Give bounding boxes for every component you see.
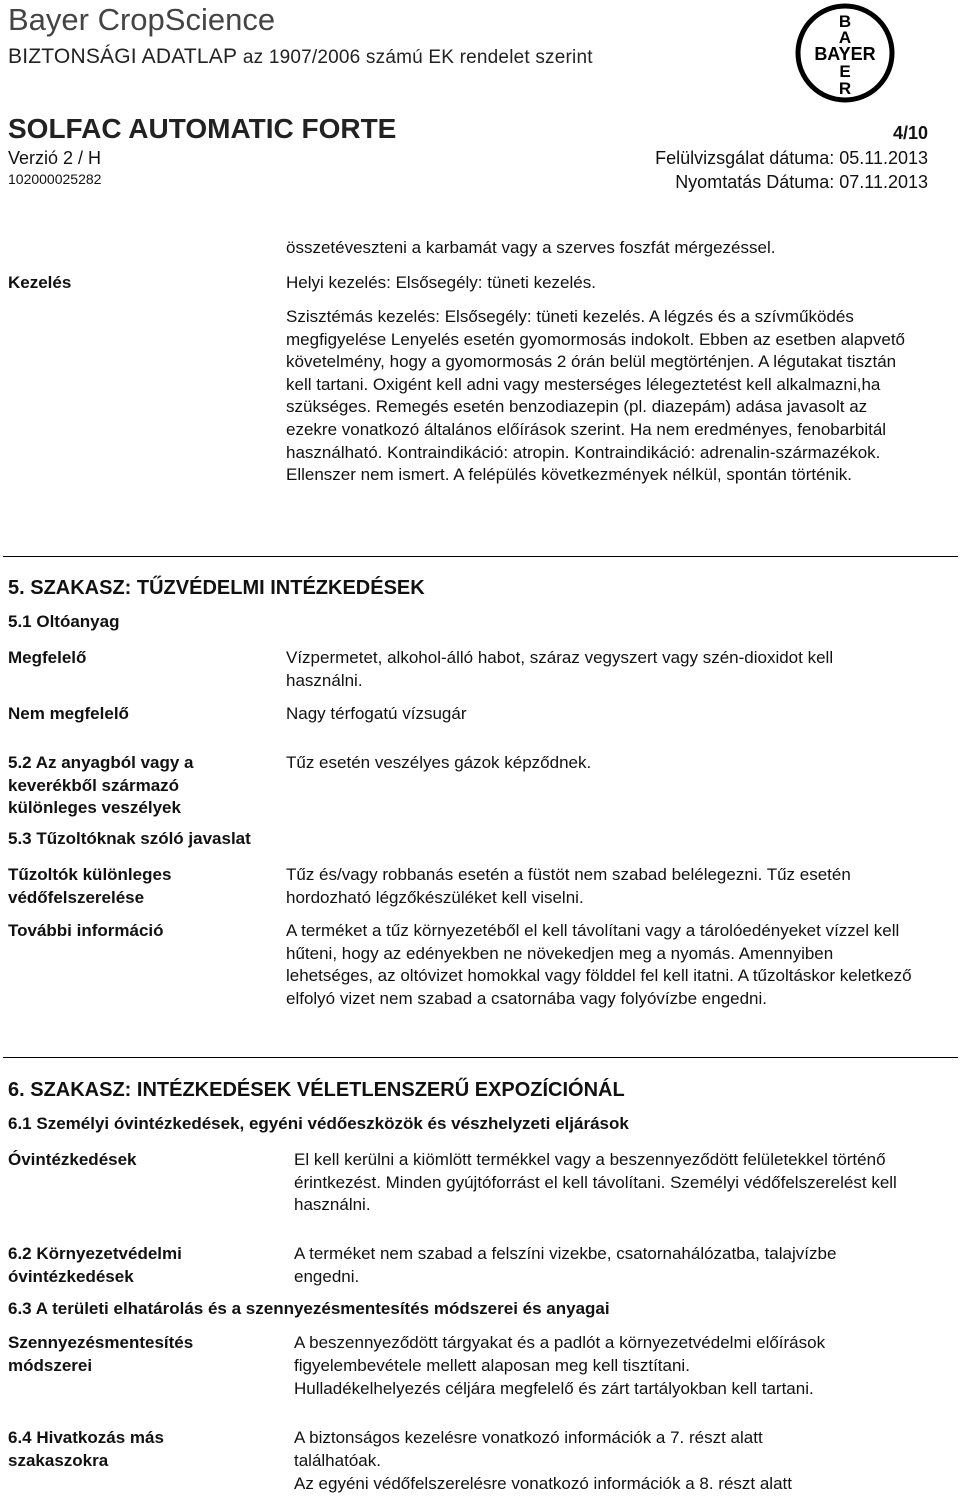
- revision-date: Felülvizsgálat dátuma: 05.11.2013: [655, 148, 928, 168]
- print-date: Nyomtatás Dátuma: 07.11.2013: [675, 172, 928, 192]
- section6-2-label: 6.2 Környezetvédelmi óvintézkedések: [8, 1244, 182, 1286]
- section5-1-title: 5.1 Oltóanyag: [8, 612, 120, 631]
- unsuitable-label: Nem megfelelő: [8, 704, 129, 723]
- suitable-label: Megfelelő: [8, 648, 87, 667]
- section6-title: 6. SZAKASZ: INTÉZKEDÉSEK VÉLETLENSZERŰ EXPOZÍCIÓNÁL: [8, 1079, 625, 1101]
- logo-letter-b: B: [838, 12, 852, 31]
- disposal-text: Hulladékelhelyezés céljára megfelelő és zárt tartályokban kell tartani.: [294, 1379, 814, 1398]
- document-title: [8, 45, 593, 69]
- section4-intro-text: összetéveszteni a karbamát vagy a szerves foszfát mérgezéssel.: [286, 238, 776, 257]
- regulation: az 1907/2006 számú EK rendelet szerint: [242, 47, 593, 68]
- further-info-text: A terméket a tűz környezetéből el kell távolítani vagy a tárolóedényeket vízzel kell hűteni, hogy az edényekben ne növekedjen meg a nyomás. Amennyiben lehetséges, az oltóvizet homokkal vagy földdel fel kell itatni. A tűzoltáskor keletkező elfolyó vizet nem szabad a csatornába vagy folyóvízbe engedni.: [286, 921, 912, 1008]
- section6-4-text1: A biztonságos kezelésre vonatkozó információk a 7. részt alatt találhatóak.: [294, 1428, 763, 1470]
- section5-title: 5. SZAKASZ: TŰZVÉDELMI INTÉZKEDÉSEK: [8, 577, 425, 599]
- logo-bayer: BAYER: [814, 44, 876, 64]
- page-number: 4/10: [892, 123, 928, 143]
- section6-3-title: 6.3 A területi elhatárolás és a szennyezésmentesítés módszerei és anyagai: [8, 1299, 610, 1318]
- unsuitable-text: Nagy térfogatú vízsugár: [286, 704, 467, 723]
- section5-2-label: 5.2 Az anyagból vagy a keverékből származó különleges veszélyek: [8, 753, 194, 818]
- protective-equipment-label: Tűzoltók különleges védőfelszerelése: [8, 865, 172, 907]
- section6-2-text: A terméket nem szabad a felszíni vizekbe, csatornahálózatba, talajvízbe engedni.: [294, 1244, 837, 1286]
- cleanup-text: A beszennyeződött tárgyakat és a padlót a környezetvédelmi előírások figyelembevétele mellett alaposan meg kell tisztítani.: [294, 1333, 826, 1375]
- product-name: SOLFAC AUTOMATIC FORTE: [8, 113, 397, 144]
- treatment-label: Kezelés: [8, 273, 72, 292]
- precautions-text: El kell kerülni a kiömlött termékkel vagy a beszennyeződött felületekkel történő érintkezést. Minden gyújtóforrást el kell távolítani. Személyi védőfelszerelést kell használni.: [294, 1150, 897, 1215]
- doc-type: BIZTONSÁGI ADATLAP: [8, 45, 237, 68]
- material-number: 102000025282: [8, 171, 102, 187]
- further-info-label: További információ: [8, 921, 164, 940]
- cleanup-label: Szennyezésmentesítés módszerei: [8, 1333, 194, 1375]
- section6-4-text2: Az egyéni védőfelszerelésre vonatkozó információk a 8. részt alatt: [294, 1474, 792, 1493]
- local-treatment-text: Helyi kezelés: Elsősegély: tüneti kezelés.: [286, 273, 596, 292]
- suitable-text: Vízpermetet, alkohol-álló habot, száraz vegyszert vagy szén-dioxidot kell használni.: [286, 648, 834, 690]
- section6-4-label: 6.4 Hivatkozás más szakaszokra: [8, 1428, 164, 1470]
- section-divider: [3, 556, 958, 557]
- logo-letter-a: A: [838, 28, 852, 47]
- protective-equipment-text: Tűz és/vagy robbanás esetén a füstöt nem szabad belélegezni. Tűz esetén hordozható légzőkészüléket kell viselni.: [286, 865, 851, 907]
- bayer-logo: [795, 3, 895, 103]
- precautions-label: Óvintézkedések: [8, 1150, 137, 1169]
- section5-2-text: Tűz esetén veszélyes gázok képződnek.: [286, 753, 592, 772]
- section-divider: [3, 1057, 958, 1058]
- version: Verzió 2 / H: [8, 148, 102, 168]
- section5-3-title: 5.3 Tűzoltóknak szóló javaslat: [8, 829, 251, 848]
- company-name: Bayer CropScience: [8, 2, 276, 37]
- section6-1-title: 6.1 Személyi óvintézkedések, egyéni védőeszközök és vészhelyzeti eljárások: [8, 1114, 629, 1133]
- logo-letter-r: R: [838, 79, 852, 98]
- systemic-treatment-text: Szisztémás kezelés: Elsősegély: tüneti kezelés. A légzés és a szívműködés megfigyelése Lenyelés esetén gyomormosás indokolt. Ebben az esetben alapvető követelmény, hogy a gyomormosás 2 órán belül megtörténjen. A légutakat tisztán kell tartani. Oxigént kell adni vagy mesterséges lélegeztetést kell alkalmazni,ha szükséges. Remegés esetén benzodiazepin (pl. diazepám) adása javasolt az ezekre vonatkozó általános előírások szerint. Ha nem eredményes, fenobarbitál használható. Kontraindikáció: atropin. Kontraindikáció: adrenalin-származékok. Ellenszer nem ismert. A felépülés következmények nélkül, spontán történik.: [286, 307, 905, 485]
- logo-letter-e: E: [839, 62, 851, 81]
